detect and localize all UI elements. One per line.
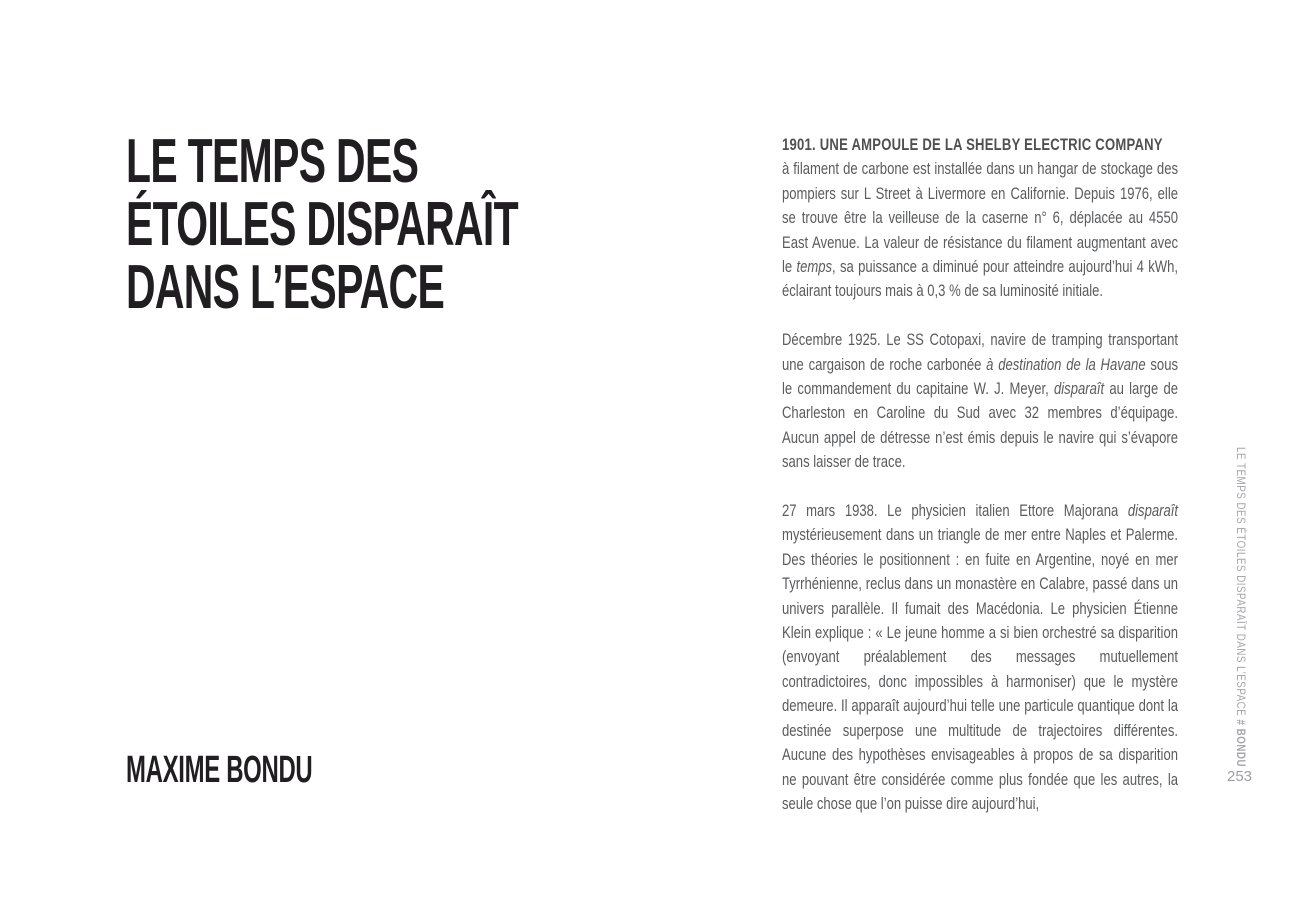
text-run: mystérieusement dans un triangle de mer entre Naples et Palerme. Des théories le positionnent : en fuite en Argentine, noyé en mer Tyrrhénienne, reclus dans un monastère en Calabre, passé dans un univers parallèle. Il fumait des Macédonia. Le physicien Étienne Klein explique : « Le jeune homme a si bien orchestré sa disparition (envoyant préalablement des messages mutuellement contradictoires, donc impossibles à harmoniser) que le mystère demeure. Il apparaît aujourd’hui telle une particule quantique dont la destinée superpose une multitude de trajectoires différentes. Aucune des hypothèses envisageables à propos de sa disparition ne pouvant être considérée comme plus fondée que les autres, la seule chose que l’on puisse dire aujourd’hui, <box>782 526 1178 813</box>
article-body <box>782 133 1178 816</box>
running-title-author-tag: # BONDU <box>1234 719 1246 768</box>
text-run: à destination de la Havane <box>986 355 1146 374</box>
text-run: au large de Charleston en Caroline du Sud avec 32 membres d’équipage. Aucun appel de détresse n’est émis depuis le navire qui s’évapore sans laisser de trace. <box>782 380 1178 472</box>
paragraph-ss-cotopaxi <box>782 328 1178 474</box>
paragraph-shelby-bulb <box>782 157 1178 303</box>
paragraph-ettore-majorana <box>782 499 1178 816</box>
text-run: 27 mars 1938. Le physicien italien Ettore Majorana <box>782 502 1128 521</box>
running-title-vertical <box>1234 447 1246 767</box>
text-run: temps <box>796 258 833 277</box>
title-line-1: LE TEMPS DES <box>126 127 419 196</box>
text-run: , sa puissance a diminué pour atteindre aujourd’hui 4 kWh, éclairant toujours mais à 0,3 % de sa luminosité initiale. <box>782 258 1178 301</box>
title-line-2: ÉTOILES DISPARAÎT <box>126 190 518 259</box>
article-title <box>126 127 720 322</box>
text-run: Décembre 1925. Le SS Cotopaxi, navire de tramping transportant une cargaison de roche carbonée <box>782 331 1178 374</box>
text-run: disparaît <box>1054 380 1105 399</box>
title-line-3: DANS L’ESPACE <box>126 253 445 322</box>
running-title-text: LE TEMPS DES ÉTOILES DISPARAÎT DANS L’ESPACE <box>1234 447 1246 720</box>
page-number: 253 <box>1227 768 1253 785</box>
text-run: sous le commandement du capitaine W. J. Meyer, <box>782 355 1179 399</box>
text-run: à filament de carbone est installée dans un hangar de stockage des pompiers sur L Street à Livermore en Californie. Depuis 1976, elle se trouve être la veilleuse de la caserne n° 6, déplacée au 4550 East Avenue. La valeur de résistance du filament augmentant avec le <box>782 160 1178 277</box>
text-run: disparaît <box>1127 502 1178 521</box>
author-name: MAXIME BONDU <box>126 749 313 791</box>
paragraph-lead-heading: 1901. UNE AMPOULE DE LA SHELBY ELECTRIC COMPANY <box>782 136 1163 154</box>
